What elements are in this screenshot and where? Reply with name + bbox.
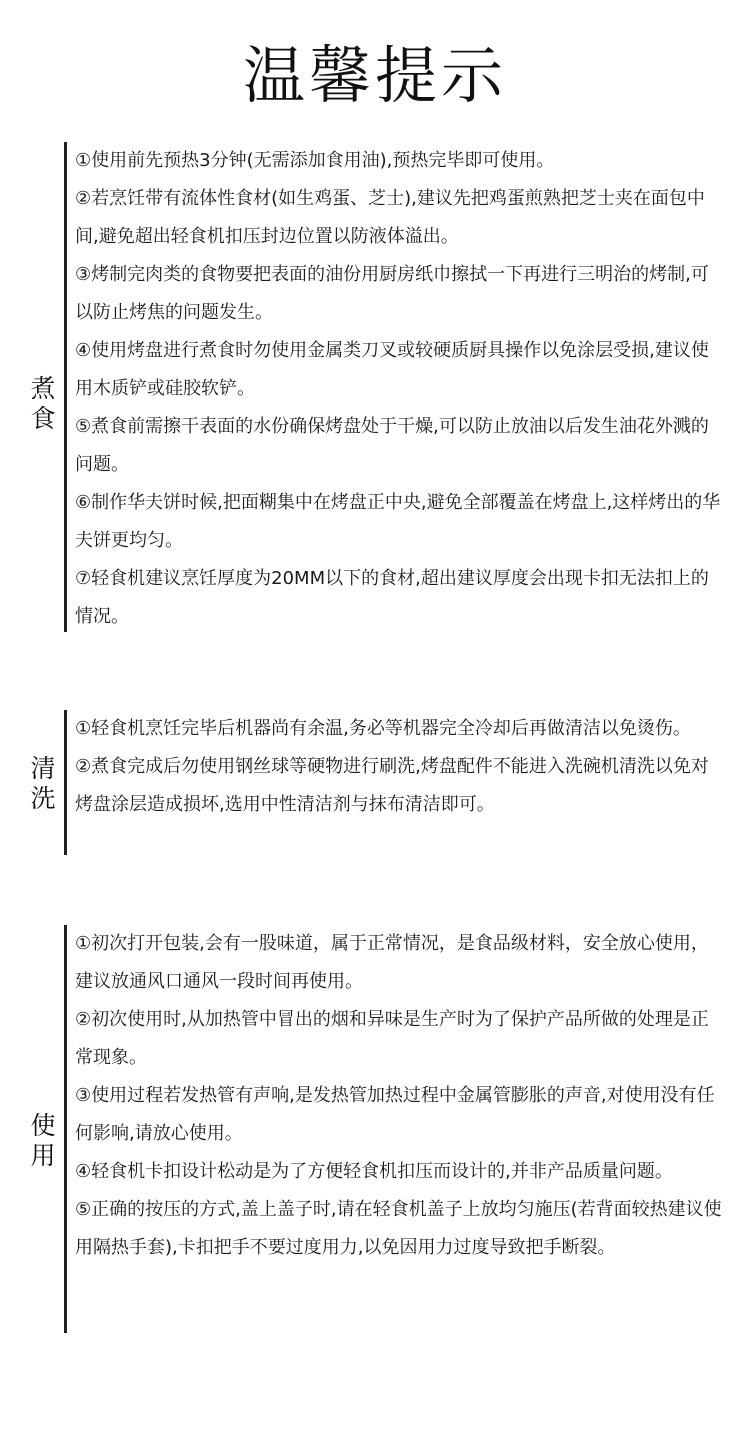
tip-item: ③烤制完肉类的食物要把表面的油份用厨房纸巾擦拭一下再进行三明治的烤制,可以防止烤焦的问题发生。	[75, 264, 709, 323]
tip-item: ④使用烤盘进行煮食时勿使用金属类刀叉或较硬质厨具操作以免涂层受损,建议使用木质铲或硅胶软铲。	[75, 340, 709, 399]
tip-item: ①使用前先预热3分钟(无需添加食用油),预热完毕即可使用。	[75, 150, 555, 171]
section-divider-line	[64, 710, 67, 855]
section-label-char: 用	[30, 1141, 56, 1170]
section-cleaning	[0, 710, 750, 855]
tip-item: ②初次使用时,从加热管中冒出的烟和异味是生产时为了保护产品所做的处理是正常现象。	[75, 1009, 709, 1068]
section-label-usage	[28, 1111, 58, 1171]
section-cooking	[0, 142, 750, 632]
section-label-char: 清	[30, 754, 56, 783]
section-body-cleaning	[75, 710, 725, 824]
section-divider-line	[64, 925, 67, 1333]
section-body-usage	[75, 925, 725, 1267]
section-label-char: 食	[30, 404, 56, 433]
tip-item: ⑥制作华夫饼时候,把面糊集中在烤盘正中央,避免全部覆盖在烤盘上,这样烤出的华夫饼更均匀。	[75, 492, 721, 551]
tip-item: ①初次打开包装,会有一股味道，属于正常情况，是食品级材料，安全放心使用，建议放通风口通风一段时间再使用。	[75, 933, 709, 992]
section-label-cleaning	[28, 754, 58, 814]
tip-item: ②若烹饪带有流体性食材(如生鸡蛋、芝士),建议先把鸡蛋煎熟把芝士夹在面包中间,避免超出轻食机扣压封边位置以防液体溢出。	[75, 188, 705, 247]
section-label-char: 洗	[30, 784, 56, 813]
tip-item: ③使用过程若发热管有声响,是发热管加热过程中金属管膨胀的声音,对使用没有任何影响,请放心使用。	[75, 1085, 715, 1144]
section-body-cooking	[75, 142, 725, 636]
tip-item: ②煮食完成后勿使用钢丝球等硬物进行刷洗,烤盘配件不能进入洗碗机清洗以免对烤盘涂层造成损坏,选用中性清洁剂与抹布清洁即可。	[75, 756, 709, 815]
tip-item: ①轻食机烹饪完毕后机器尚有余温,务必等机器完全冷却后再做清洁以免烫伤。	[75, 718, 691, 739]
tip-item: ⑦轻食机建议烹饪厚度为20MM以下的食材,超出建议厚度会出现卡扣无法扣上的情况。	[75, 568, 709, 627]
section-label-char: 煮	[30, 374, 56, 403]
section-divider-line	[64, 142, 67, 632]
section-usage	[0, 925, 750, 1333]
tip-item: ⑤煮食前需擦干表面的水份确保烤盘处于干燥,可以防止放油以后发生油花外溅的问题。	[75, 416, 709, 475]
tip-item: ④轻食机卡扣设计松动是为了方便轻食机扣压而设计的,并非产品质量问题。	[75, 1161, 673, 1182]
section-label-char: 使	[30, 1111, 56, 1140]
page-title: 温馨提示	[242, 39, 507, 112]
tip-item: ⑤正确的按压的方式,盖上盖子时,请在轻食机盖子上放均匀施压(若背面较热建议使用隔热手套),卡扣把手不要过度用力,以免因用力过度导致把手断裂。	[75, 1199, 722, 1258]
section-label-cooking	[28, 374, 58, 434]
